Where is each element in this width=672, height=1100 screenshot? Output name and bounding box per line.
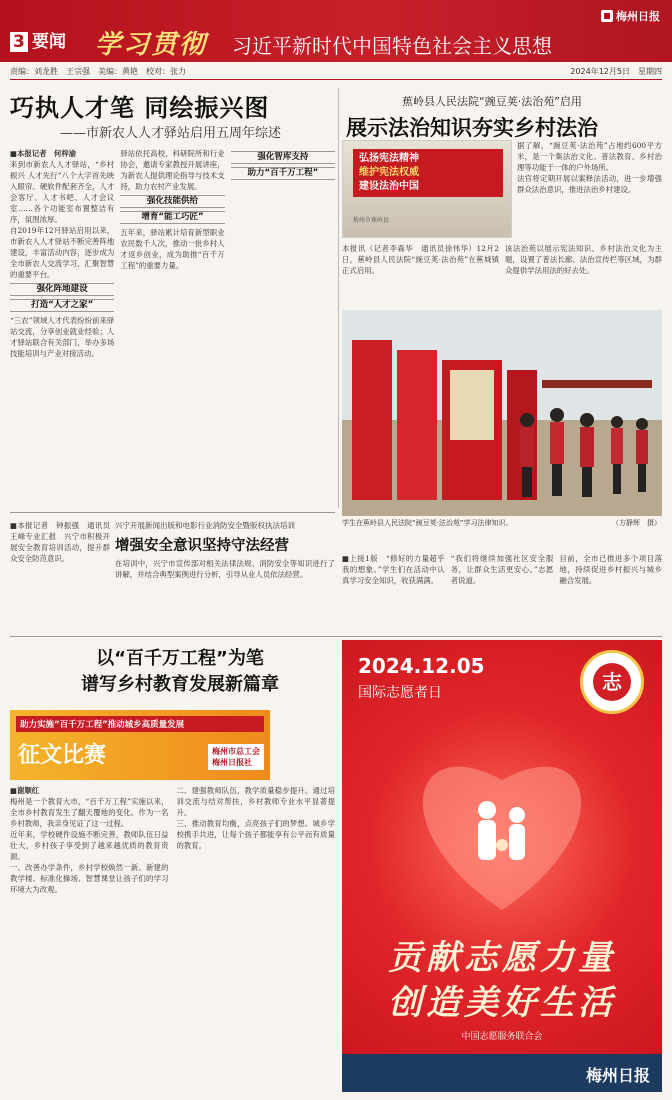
article5-title-line: 以“百千万工程”为笔 — [96, 648, 264, 669]
article3 — [115, 520, 335, 580]
article5-title-line: 谱写乡村教育发展新篇章 — [81, 674, 279, 695]
poster-slogan-line: 创造美好生活 — [388, 983, 616, 1023]
article1-body — [10, 148, 335, 506]
article5-paragraph: 梅州是一个教育大市，“百千万工程”实施以来，全市乡村教育发生了翻天覆地的变化。作为一名乡村教师，我亲身见证了这一过程。 — [10, 797, 169, 828]
section-name: 要闻 — [32, 32, 66, 52]
article1-subhead: 增育“能工巧匠” — [120, 211, 224, 224]
heart-shape — [423, 767, 581, 910]
child-head — [496, 839, 508, 851]
display-board — [397, 350, 437, 500]
article5-col-1 — [10, 785, 169, 1090]
article1-subhead: 强化智库支持 — [231, 151, 335, 164]
article4-paragraph: ■上接1版 “修好的力量超乎我的想象。”学生们在活动中认真学习安全知识，收获满满。 — [342, 554, 445, 585]
figure-body — [509, 824, 525, 860]
theme-title: 习近平新时代中国特色社会主义思想 — [232, 34, 552, 58]
article5-body — [10, 785, 335, 1090]
article1-paragraph: 五年来，驿站累计培育新型职业农民数千人次，推动一批乡村人才返乡创业，成为助推“百千万工程”的重要力量。 — [120, 228, 225, 270]
banner-line: 建设法治中国 — [359, 181, 419, 192]
heart-illustration — [342, 640, 662, 1092]
figure-body — [478, 820, 496, 860]
poster-slogan-line: 贡献志愿力量 — [388, 938, 616, 978]
display-board-panel — [450, 370, 494, 440]
article1-subhead: 打造“人才之家” — [10, 299, 114, 312]
paper-name: 梅州日报 — [616, 10, 660, 23]
contest-organizers — [208, 744, 264, 770]
article5-paragraph: 二、建强教师队伍，教学质量稳步提升。通过培训交流与结对帮扶，乡村教师专业水平显著提升。 — [176, 786, 335, 817]
article1-subhead: 助力“百千万工程” — [231, 167, 335, 180]
article1-col-3 — [231, 148, 335, 506]
emblem-char: 志 — [593, 663, 631, 701]
article2-kicker: 蕉岭县人民法院“豌豆荚·法治苑”启用 — [402, 95, 582, 108]
article1-byline: ■本报记者 何梓渝 — [10, 149, 77, 158]
volunteer-day-poster — [342, 640, 662, 1092]
article1-subtitle: ——市新农人人才驿站启用五周年综述 — [60, 126, 282, 141]
editor-credits: 责编：刘龙胜 王宗强 美编：黄艳 校对：张力 — [10, 67, 186, 76]
article1-subhead: 强化技能供给 — [120, 195, 224, 208]
article3-body: 在培训中，兴宁市宣传部对相关法律法规、消防安全等知识进行了讲解，并结合典型案例进行分析，引导从业人员依法经营。 — [115, 559, 335, 579]
article2-paragraph: 法官将定期开展以案释法活动，进一步增强群众法治意识，推进法治乡村建设。 — [517, 174, 662, 194]
article1-title: 巧执人才笔 同绘振兴图 — [10, 94, 270, 122]
article2-body — [342, 243, 662, 303]
article2-paragraph: 本报讯（记者李森华 通讯员徐伟华）12月2日，蕉岭县人民法院“豌豆荚·法治苑”在蕉城镇正式启用。 — [342, 244, 499, 275]
info-bar — [10, 66, 662, 80]
article1-paragraph: 自2019年12月驿站启用以来，市新农人人才驿站不断完善阵地建设，丰富活动内容，逐步成为全市新农人交流学习、汇聚智慧的重要平台。 — [10, 226, 115, 279]
poster-footer-strip — [342, 1054, 662, 1092]
article1-paragraph: 来到市新农人人才驿站，“乡村振兴 人才先行”八个大字首先映入眼帘。硬软件配套齐全，人才会客厅、人才书吧、人才会议室……各个功能室布置整洁有序，氛围浓厚。 — [10, 160, 115, 224]
article4-body — [342, 553, 662, 633]
figure-head — [509, 807, 525, 823]
article1-paragraph: 驿站依托高校、科研院所和行业协会，邀请专家教授开展讲座，为新农人提供理论指导与技术支持，助力农村产业发展。 — [120, 149, 225, 191]
banner-plaque: 梅州市蕉岭县 — [353, 217, 390, 224]
article5-byline: ■谢顺红 — [10, 786, 40, 795]
poster-day-name: 国际志愿者日 — [358, 685, 442, 701]
article1-col-2 — [120, 148, 224, 506]
paper-logo-icon — [601, 10, 613, 22]
article1-subhead: 强化阵地建设 — [10, 283, 114, 296]
article5-paragraph: 一、改善办学条件，乡村学校焕然一新。新建的教学楼、标准化操场、智慧课堂让孩子们的学习环境大为改观。 — [10, 863, 169, 894]
article5-paragraph: 近年来，学校硬件设施不断完善，教师队伍日益壮大，乡村孩子享受到了越来越优质的教育资源。 — [10, 830, 169, 861]
courtyard-scene-illustration — [342, 310, 662, 516]
section-number: 3 — [10, 32, 28, 52]
banner-line: 弘扬宪法精神 — [359, 153, 419, 164]
figure-head — [478, 801, 496, 819]
poster-date: 2024.12.05 — [358, 654, 485, 678]
article5-title — [40, 646, 320, 698]
banner-line: 维护宪法权威 — [359, 167, 419, 178]
contest-label: 助力实施“百千万工程”推动城乡高质量发展 — [16, 716, 264, 732]
organizer: 梅州市总工会 — [212, 747, 260, 756]
article4-paragraph: “我们将继续加强社区安全服务，让群众生活更安心。”志愿者说道。 — [450, 554, 554, 585]
issue-date: 2024年12月5日 星期四 — [570, 67, 662, 76]
article2-paragraph: 据了解，“豌豆荚·法治苑”占地约600平方米，是一个集法治文化、普法教育、乡村治理等功能于一体的户外场所。 — [517, 141, 662, 172]
railing — [542, 380, 652, 388]
article2-paragraph: 该法治苑以展示宪法知识、乡村法治文化为主题，设置了普法长廊、法治宣传栏等区域，为群众提供学法用法的好去处。 — [505, 244, 662, 275]
section-divider — [10, 512, 335, 513]
article3-intro: ■本报记者 钟振强 通讯员王峰专业汇报 兴宁市积极开展安全教育培训活动，提升群众安全防范意识。 — [10, 521, 110, 563]
article1-col-1 — [10, 148, 114, 506]
article5-paragraph: 三、推动教育均衡，点亮孩子们的梦想。城乡学校携手共进，让每个孩子都能享有公平而有质量的教育。 — [176, 819, 335, 850]
section-divider — [10, 636, 662, 637]
article2-photo-credit: （方静辉 摄） — [612, 519, 661, 527]
article3-title: 增强安全意识坚持守法经营 — [115, 538, 289, 554]
law-banner — [353, 149, 503, 197]
masthead — [0, 0, 672, 62]
paper-logo — [601, 8, 660, 24]
contest-title: 征文比赛 — [18, 743, 107, 768]
article2-title: 展示法治知识夯实乡村法治 — [346, 116, 598, 140]
article3-header: 兴宁开展新闻出版和电影行业消防安全暨版权执法培训 — [115, 521, 295, 530]
organizer: 梅州日报社 — [212, 758, 252, 767]
article5-col-2 — [177, 785, 336, 1090]
essay-contest-box — [10, 710, 270, 780]
poster-organization: 中国志愿服务联合会 — [461, 1032, 543, 1042]
article2-banner-photo — [342, 140, 512, 238]
display-board — [352, 340, 392, 500]
article4-paragraph: 目前，全市已推进多个项目落地，持续促进乡村振兴与城乡融合发展。 — [559, 554, 662, 585]
poster-brand: 梅州日报 — [585, 1066, 650, 1085]
article1-paragraph: “三农”领域人才代表纷纷前来驿站交流，分享创业就业经验；人才驿站联合有关部门，举办多场技能培训与产业对接活动。 — [10, 316, 115, 358]
brush-title: 学习贯彻 — [95, 30, 208, 60]
article2-main-photo — [342, 310, 662, 516]
article2-caption: 学生在蕉岭县人民法院“豌豆荚·法治苑”学习法律知识。 — [342, 519, 513, 527]
column-divider — [338, 88, 339, 508]
